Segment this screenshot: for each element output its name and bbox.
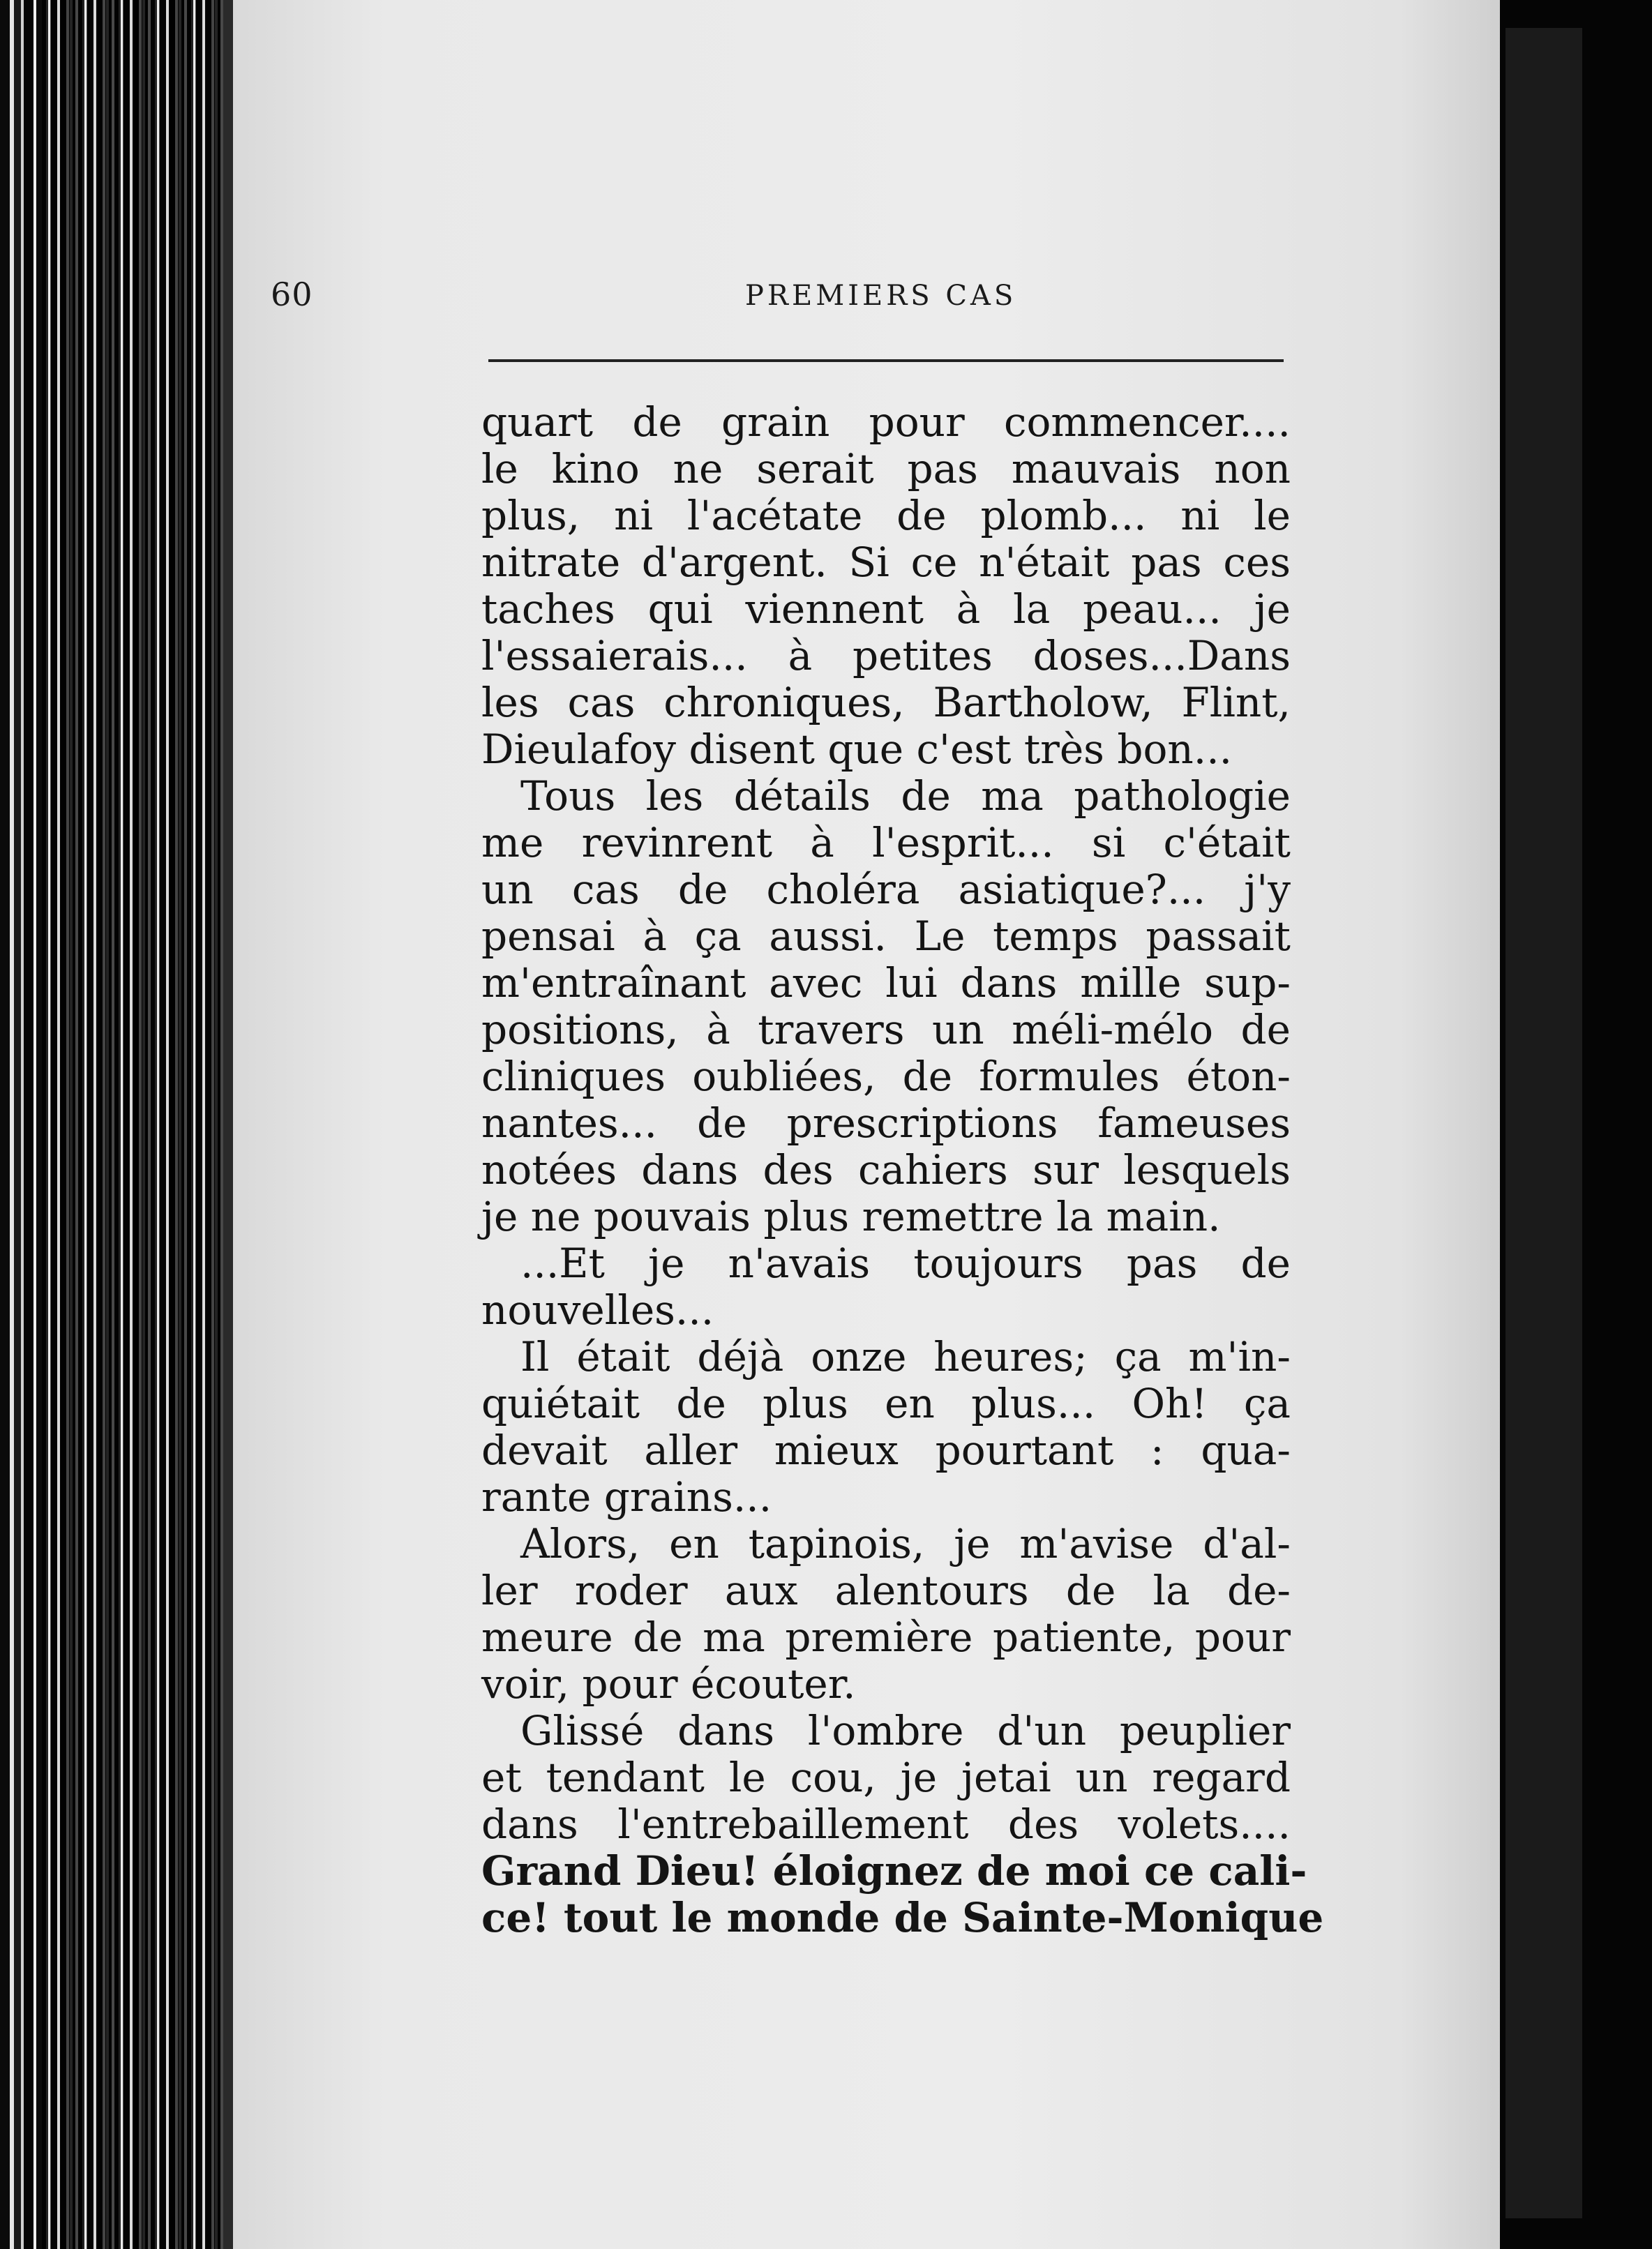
text-line: le kino ne serait pas mauvais non — [481, 445, 1291, 492]
text-line: Grand Dieu! éloignez de moi ce cali- — [481, 1847, 1307, 1895]
page-number: 60 — [271, 276, 313, 313]
text-line: voir, pour écouter. — [481, 1660, 856, 1708]
body-text — [481, 398, 1324, 1941]
text-line: nouvelles... — [481, 1286, 714, 1334]
text-line: quiétait de plus en plus... Oh! ça — [481, 1380, 1291, 1427]
text-line: rante grains... — [481, 1473, 772, 1521]
header-rule — [488, 359, 1284, 362]
text-line: quart de grain pour commencer.... — [481, 398, 1291, 446]
text-line: positions, à travers un méli-mélo de — [481, 1006, 1291, 1053]
text-line: meure de ma première patiente, pour — [481, 1614, 1291, 1661]
text-line: et tendant le cou, je jetai un regard — [481, 1754, 1291, 1801]
text-line: ler roder aux alentours de la de- — [481, 1567, 1291, 1614]
running-head — [271, 276, 1284, 324]
text-line: ce! tout le monde de Sainte-Monique — [481, 1894, 1324, 1941]
cover-strip — [1505, 28, 1582, 2218]
text-line: m'entraînant avec lui dans mille sup- — [481, 959, 1291, 1007]
text-line: les cas chroniques, Bartholow, Flint, — [481, 679, 1291, 726]
text-line: taches qui viennent à la peau... je — [481, 585, 1291, 633]
text-line: Alors, en tapinois, je m'avise d'al- — [520, 1520, 1291, 1567]
text-line: me revinrent à l'esprit... si c'était — [481, 819, 1291, 866]
text-line: un cas de choléra asiatique?... j'y — [481, 866, 1291, 913]
book-cover-edge — [1499, 0, 1652, 2249]
text-line: plus, ni l'acétate de plomb... ni le — [481, 492, 1291, 539]
text-line: Tous les détails de ma pathologie — [520, 772, 1291, 820]
text-line: dans l'entrebaillement des volets.... — [481, 1800, 1291, 1848]
book-page-edges — [0, 0, 230, 2249]
text-line: cliniques oubliées, de formules éton- — [481, 1053, 1291, 1100]
running-title: PREMIERS CAS — [745, 280, 1017, 312]
text-line: nantes... de prescriptions fameuses — [481, 1099, 1291, 1147]
text-line: nitrate d'argent. Si ce n'était pas ces — [481, 539, 1291, 586]
book-gutter — [223, 0, 233, 2249]
text-line: Dieulafoy disent que c'est très bon... — [481, 725, 1233, 773]
text-line: l'essaierais... à petites doses...Dans — [481, 632, 1291, 679]
text-line: notées dans des cahiers sur lesquels — [481, 1146, 1291, 1194]
text-line: devait aller mieux pourtant : qua- — [481, 1427, 1291, 1474]
text-line: pensai à ça aussi. Le temps passait — [481, 912, 1291, 960]
text-line: Glissé dans l'ombre d'un peuplier — [520, 1707, 1291, 1754]
text-line: ...Et je n'avais toujours pas de — [520, 1240, 1291, 1287]
text-line: Il était déjà onze heures; ça m'in- — [520, 1333, 1291, 1381]
text-line: je ne pouvais plus remettre la main. — [481, 1193, 1221, 1240]
